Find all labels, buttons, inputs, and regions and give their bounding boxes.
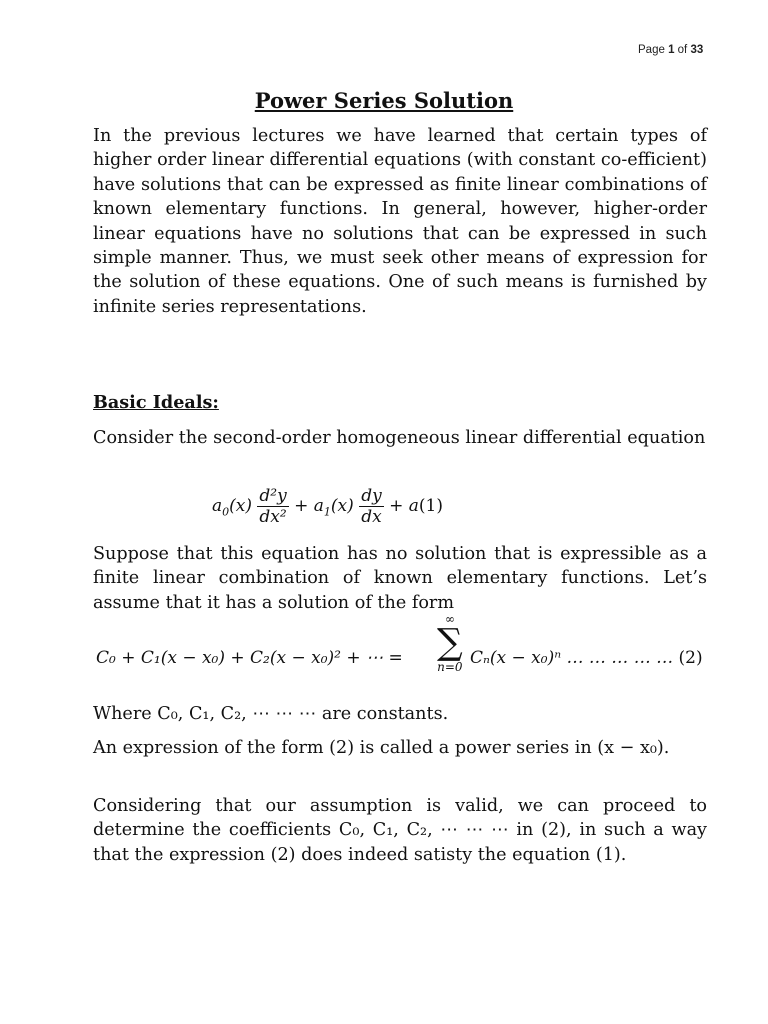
page-number: Page 1 of 33 <box>638 44 704 56</box>
considering-paragraph: Considering that our assumption is valid, we can proceed to determine the coefficients C₀, C₁, C₂, ⋯ ⋯ ⋯ in (2), in such a way that the expression (2) does indeed satisty the equation (1). <box>93 796 707 865</box>
section-heading: Basic Ideals: <box>93 392 219 413</box>
equation-1: $a_0(x)$ $\frac{\text{d²y}}{\text{dx²}}$ + $a_1(x)$ $\frac{dy}{dx}$ + a(1) <box>212 486 443 527</box>
equation-2-rhs: Cₙ(x − x₀)ⁿ … … … … … (2) <box>470 648 703 668</box>
suppose-paragraph: Suppose that this equation has no solution that is expressible as a finite linear combination of known elementary functions. Let’s assume that it has a solution of the form <box>93 544 707 613</box>
consider-paragraph: Consider the second-order homogeneous linear differential equation <box>93 428 706 448</box>
intro-paragraph: In the previous lectures we have learned that certain types of higher order linear differential equations (with constant co-efficient) have solutions that can be expressed as finite linear combinations of known elementary functions. In general, however, higher-order linear equations have no solutions that can be expressed in such simple manner. Thus, we must seek other means of expression for the solution of these equations. One of such means is furnished by infinite series representations. <box>93 126 707 317</box>
expression-paragraph: An expression of the form (2) is called a power series in (x − x₀). <box>93 738 670 758</box>
page-title: Power Series Solution <box>254 88 514 113</box>
equation-2-lhs: C₀ + C₁(x − x₀) + C₂(x − x₀)² + ⋯ = <box>96 648 403 668</box>
summation-sign: ∞ ∑ n=0 <box>437 612 463 674</box>
where-paragraph: Where C₀, C₁, C₂, ⋯ ⋯ ⋯ are constants. <box>93 704 449 724</box>
